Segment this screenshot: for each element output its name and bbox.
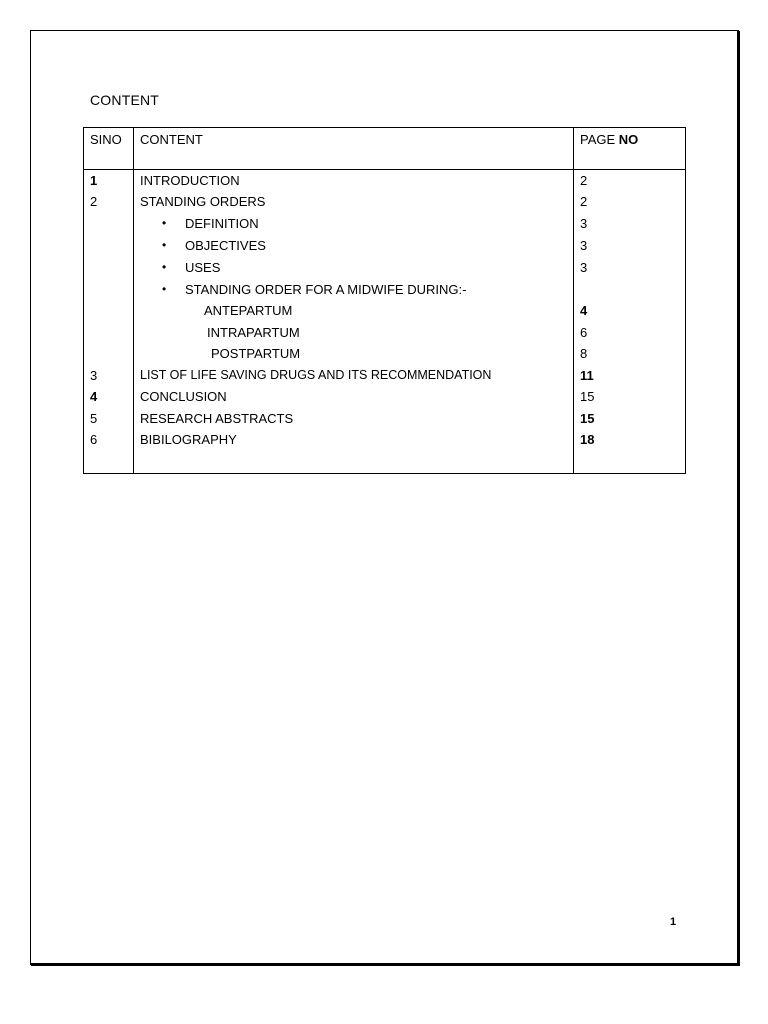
row-page: 18 (580, 432, 595, 447)
table-row (84, 216, 685, 237)
header-content: CONTENT (140, 132, 203, 147)
row-title: OBJECTIVES (185, 238, 266, 253)
header-page-label: PAGE (580, 132, 619, 147)
row-number: 3 (90, 368, 98, 383)
table-row (84, 389, 685, 410)
row-number: 6 (90, 432, 98, 447)
row-page: 11 (580, 368, 594, 383)
table-row (84, 282, 685, 303)
table-row (84, 260, 685, 281)
row-title: RESEARCH ABSTRACTS (140, 411, 294, 426)
row-page: 4 (580, 303, 588, 318)
row-page: 3 (580, 260, 588, 275)
row-page: 3 (580, 238, 588, 253)
row-title: POSTPARTUM (211, 346, 301, 361)
row-number: 2 (90, 194, 98, 209)
row-title: STANDING ORDER FOR A MIDWIFE DURING:- (185, 282, 467, 297)
header-page-no-label: NO (618, 132, 639, 147)
header-page-no (580, 132, 638, 147)
row-page: 8 (580, 346, 588, 361)
row-title: INTRAPARTUM (207, 325, 300, 340)
row-page: 15 (580, 389, 595, 404)
table-row (84, 303, 685, 324)
table-row (84, 368, 685, 389)
table-row (84, 238, 685, 259)
row-number: 4 (90, 389, 98, 404)
table-row (84, 346, 685, 367)
table-row (84, 173, 685, 194)
row-title: INTRODUCTION (140, 173, 240, 188)
bullet-icon: • (162, 216, 167, 230)
row-number: 1 (90, 173, 98, 188)
contents-table (83, 127, 686, 474)
page-title: CONTENT (90, 92, 160, 108)
bullet-icon: • (162, 260, 167, 274)
row-page: 15 (580, 411, 595, 426)
table-row (84, 194, 685, 215)
row-page: 2 (580, 194, 588, 209)
row-title: ANTEPARTUM (204, 303, 293, 318)
row-title: DEFINITION (185, 216, 259, 231)
row-title: BIBILOGRAPHY (140, 432, 237, 447)
header-divider (84, 169, 685, 170)
table-row (84, 325, 685, 346)
row-title: USES (185, 260, 221, 275)
table-row (84, 411, 685, 432)
table-row (84, 432, 685, 453)
row-page: 3 (580, 216, 588, 231)
bullet-icon: • (162, 282, 167, 296)
header-sino: SINO (90, 132, 122, 147)
row-title: STANDING ORDERS (140, 194, 266, 209)
row-title: LIST OF LIFE SAVING DRUGS AND ITS RECOMMENDATION (140, 368, 492, 382)
row-page: 2 (580, 173, 588, 188)
row-number: 5 (90, 411, 98, 426)
row-page: 6 (580, 325, 588, 340)
page-number: 1 (670, 916, 677, 928)
row-title: CONCLUSION (140, 389, 227, 404)
bullet-icon: • (162, 238, 167, 252)
